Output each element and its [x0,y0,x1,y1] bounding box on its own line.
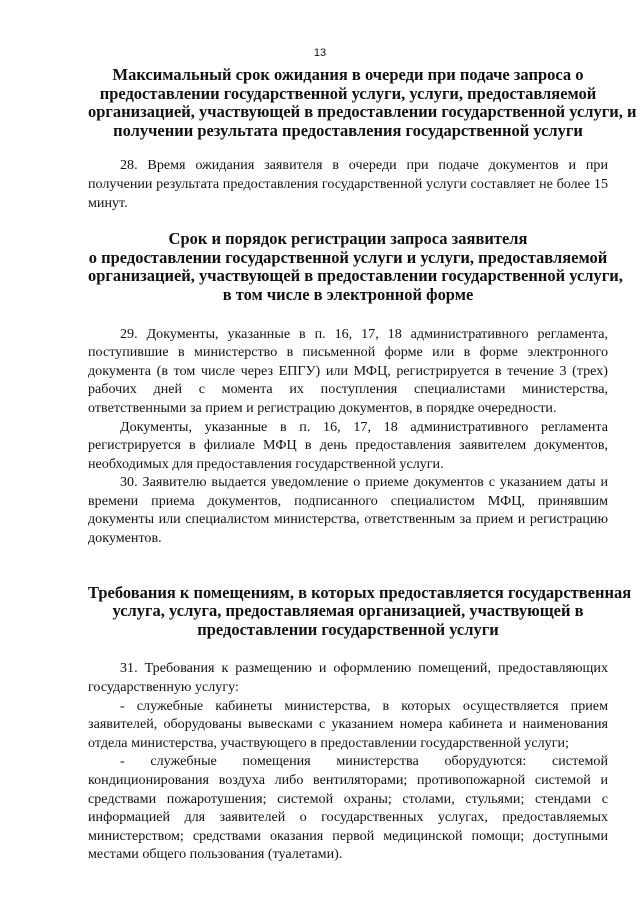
heading-line: в том числе в электронной форме [222,284,474,304]
spacer [88,548,608,584]
list-item-offices: - служебные кабинеты министерства, в которых осуществляется прием заявителей, оборудованы вывесками с указанием номера кабинета и наименования отдела министерства, участвующего в предоставлении государственной услуги; [88,697,608,751]
paragraph-30: 30. Заявителю выдается уведомление о приеме документов с указанием даты и времени приема документов, подписанного специалистом МФЦ, принявшим документы или специалистом министерства, ответственным за прием и регистрацию документов. [88,474,608,547]
page-number: 13 [313,47,327,59]
section-heading-premises [88,582,632,640]
heading-line: получении результата предоставления государственной услуги [113,120,583,140]
paragraph-31: 31. Требования к размещению и оформлению помещений, предоставляющих государственную услугу: [88,660,608,696]
heading-line: организацией, участвующей в предоставлении государственной услуги, и [88,102,637,122]
spacer [88,140,608,156]
heading-line: предоставлении государственной услуги, услуги, предоставляемой [99,83,597,103]
paragraph-29: 29. Документы, указанные в п. 16, 17, 18 административного регламента, поступившие в министерство в письменной форме или в форме электронного документа (в том числе через ЕПГУ) или МФЦ, регистрируется в течение 3 (трех) рабочих дней с момента их поступления специалистами министерства, ответственными за прием и регистрацию документов, в порядке очередности. [88,325,608,416]
section-heading-waiting-time [88,65,637,140]
spacer [88,212,608,230]
section-heading-registration [88,229,623,304]
page-content [88,65,637,864]
heading-line: Требования к помещениям, в которых предоставляется государственная [88,582,632,602]
heading-line: организацией, участвующей в предоставлении государственной услуги, [88,266,623,286]
heading-line: предоставлении государственной услуги [197,619,499,639]
heading-line: Срок и порядок регистрации запроса заявителя [168,229,528,249]
paragraph-28: 28. Время ожидания заявителя в очереди при подаче документов и при получении результата предоставления государственной услуги составляет не более 15 минут. [88,157,608,211]
spacer [88,305,608,325]
paragraph-29-continued: Документы, указанные в п. 16, 17, 18 административного регламента регистрируется в филиале МФЦ в день предоставления заявителем документов, необходимых для предоставления государственной услуги. [88,418,608,472]
heading-line: Максимальный срок ожидания в очереди при подаче запроса о [112,65,584,84]
spacer [88,639,608,659]
heading-line: услуга, услуга, предоставляемая организацией, участвующей в [112,601,584,621]
list-item-premises-equipment: - служебные помещения министерства оборудуются: системой кондиционирования воздуха либо вентиляторами; противопожарной системой и средствами пожаротушения; системой охраны; столами, стульями; стендами с информацией для заявителей о государственных услугах, предоставляемых министерством; средствами оказания первой медицинской помощи; доступными местами общего пользования (туалетами). [88,753,608,863]
heading-line: о предоставлении государственной услуги и услуги, предоставляемой [88,247,608,267]
